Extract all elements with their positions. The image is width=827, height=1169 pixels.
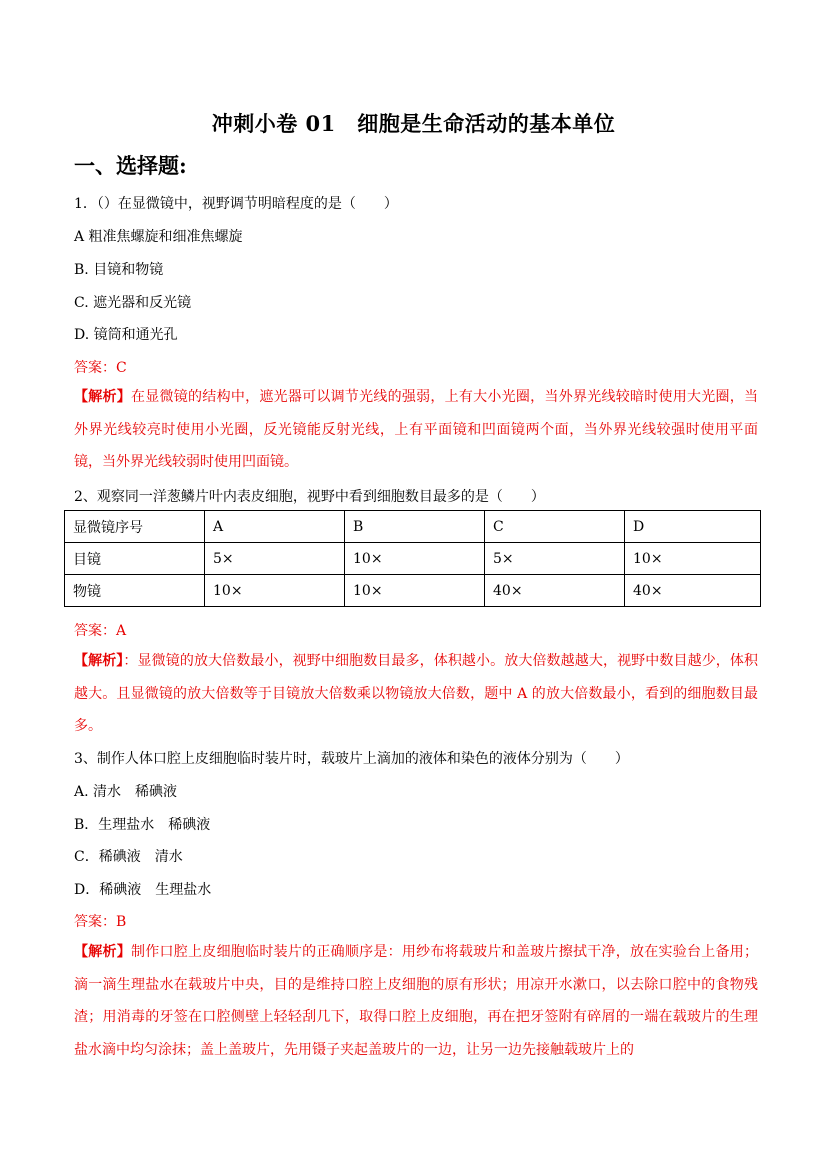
q1-option-b: B. 目镜和物镜 (74, 262, 164, 278)
q3-stem: 3、制作人体口腔上皮细胞临时装片时，载玻片上滴加的液体和染色的液体分别为（ ） (74, 751, 629, 767)
table-cell: 5× (205, 543, 345, 575)
q2-stem: 2、观察同一洋葱鳞片叶内表皮细胞，视野中看到细胞数目最多的是（ ） (74, 489, 545, 505)
table-cell: 10× (345, 543, 485, 575)
page-title: 冲刺小卷 01 细胞是生命活动的基本单位 (211, 111, 616, 136)
table-cell: 10× (345, 575, 485, 607)
table-row (65, 575, 761, 607)
q2-analysis-label: 【解析】 (74, 653, 124, 669)
q2-analysis-text: ：显微镜的放大倍数最小，视野中细胞数目最多，体积越小。放大倍数越越大，视野中数目越少，体积越大。且显微镜的放大倍数等于目镜放大倍数乘以物镜放大倍数，题中 A 的放大倍数最小，看到的细胞数目最多。 (74, 653, 759, 734)
q2-answer: 答案：A (74, 623, 127, 639)
table-cell: 10× (625, 543, 761, 575)
q3-analysis-label: 【解析】 (74, 944, 132, 960)
q3-analysis-text: 制作口腔上皮细胞临时装片的正确顺序是：用纱布将载玻片和盖玻片擦拭干净，放在实验台上备用；滴一滴生理盐水在载玻片中央，目的是维持口腔上皮细胞的原有形状；用凉开水漱口，以去除口腔中的食物残渣；用消毒的牙签在口腔侧壁上轻轻刮几下，取得口腔上皮细胞，再在把牙签附有碎屑的一端在载玻片的生理盐水滴中均匀涂抹；盖上盖玻片，先用镊子夹起盖玻片的一边，让另一边先接触载玻片上的 (74, 944, 759, 1058)
q1-option-c: C. 遮光器和反光镜 (74, 295, 192, 311)
q1-option-d: D. 镜筒和通光孔 (74, 327, 178, 343)
magnification-table (64, 510, 761, 607)
q1-option-a: A 粗准焦螺旋和细准焦螺旋 (74, 229, 243, 245)
table-cell: 显微镜序号 (65, 511, 205, 543)
table-cell: 物镜 (65, 575, 205, 607)
table-header-row (65, 511, 761, 543)
q3-option-a: A. 清水 稀碘液 (74, 784, 178, 800)
table-cell: 10× (205, 575, 345, 607)
q3-analysis (74, 936, 758, 1066)
q1-analysis-text: 在显微镜的结构中，遮光器可以调节光线的强弱，上有大小光圈，当外界光线较暗时使用大光圈，当外界光线较亮时使用小光圈，反光镜能反射光线，上有平面镜和凹面镜两个面，当外界光线较强时使用平面镜，当外界光线较弱时使用凹面镜。 (74, 389, 759, 470)
table-cell: 5× (485, 543, 625, 575)
q1-analysis (74, 381, 758, 479)
q1-stem: 1．（）在显微镜中，视野调节明暗程度的是（ ） (74, 196, 398, 212)
q3-option-b: B．生理盐水 稀碘液 (74, 817, 211, 833)
table-row (65, 543, 761, 575)
q1-answer: 答案：C (74, 360, 127, 376)
table-cell: 目镜 (65, 543, 205, 575)
table-cell: 40× (625, 575, 761, 607)
table-cell: B (345, 511, 485, 543)
q2-analysis (74, 645, 758, 743)
q1-analysis-label: 【解析】 (74, 389, 132, 405)
table-cell: A (205, 511, 345, 543)
section-heading: 一、选择题: (74, 153, 187, 178)
q3-option-c: C．稀碘液 清水 (74, 849, 183, 865)
q3-answer: 答案：B (74, 914, 127, 930)
table-cell: 40× (485, 575, 625, 607)
q3-option-d: D．稀碘液 生理盐水 (74, 882, 212, 898)
table-cell: C (485, 511, 625, 543)
table-cell: D (625, 511, 761, 543)
